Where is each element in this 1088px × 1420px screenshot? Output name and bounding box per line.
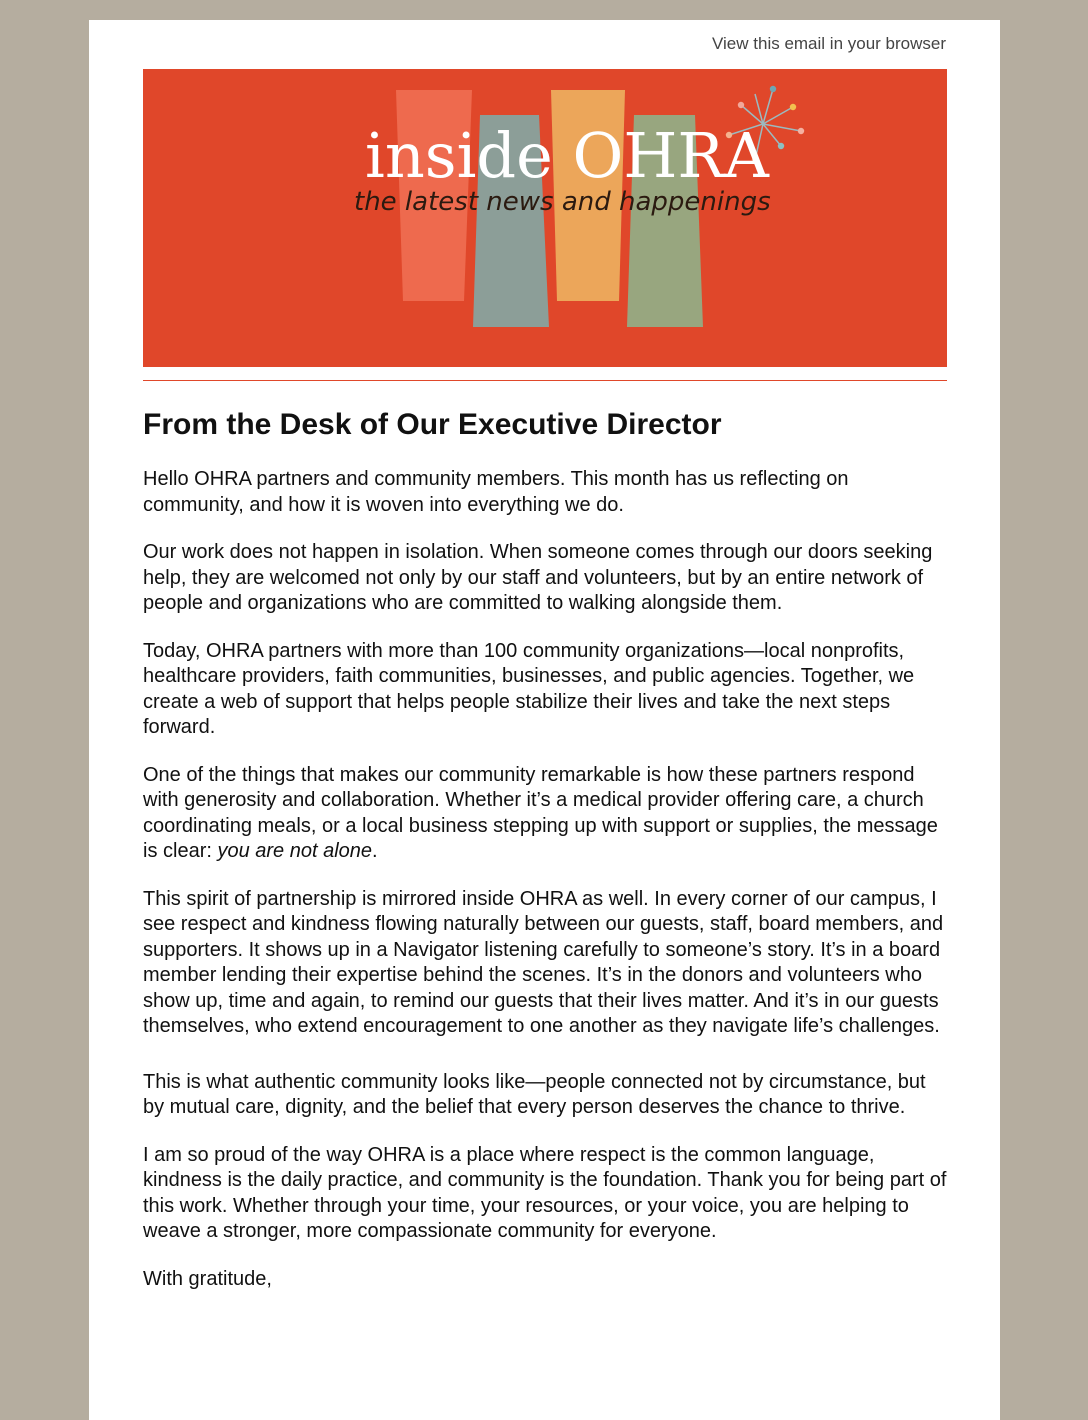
emphasis-text: you are not alone: [217, 840, 373, 862]
paragraph-text: One of the things that makes our community remarkable is how these partners respond with generosity and collaboration. Whether it’s a medical provider offering care, a church coordinating meals, or a local business stepping up with support or supplies, the message is clear:: [143, 763, 938, 862]
article: [143, 405, 948, 1314]
header-divider: [143, 380, 947, 381]
article-paragraph: This spirit of partnership is mirrored inside OHRA as well. In every corner of our campus, I see respect and kindness flowing naturally between our guests, staff, board members, and supporters. It shows up in a Navigator listening carefully to someone’s story. It’s in a board member lending their expertise behind the scenes. It’s in the donors and volunteers who show up, time and again, to remind our guests that their lives matter. And it’s in our guests themselves, who extend encouragement to one another as they navigate life’s challenges.: [143, 887, 944, 1037]
article-title: From the Desk of Our Executive Director: [143, 408, 722, 441]
banner-graphic: [143, 69, 947, 367]
banner-title: inside OHRA: [365, 119, 769, 192]
article-paragraph: I am so proud of the way OHRA is a place where respect is the common language, kindness is the daily practice, and community is the foundation. Thank you for being part of this work. Whether through your time, your resources, or your voice, you are helping to weave a stronger, more compassionate community for everyone.: [143, 1143, 947, 1242]
closing-line: With gratitude,: [143, 1267, 272, 1290]
view-in-browser-link[interactable]: View this email in your browser: [712, 34, 946, 53]
article-paragraph: [143, 763, 948, 865]
email-body: [89, 20, 1000, 1420]
article-paragraph: Today, OHRA partners with more than 100 community organizations—local nonprofits, healthcare providers, faith communities, businesses, and public agencies. Together, we create a web of support that helps people stabilize their lives and take the next steps forward.: [143, 639, 915, 738]
article-paragraph: Our work does not happen in isolation. When someone comes through our doors seeking help, they are welcomed not only by our staff and volunteers, but by an entire network of people and organizations who are committed to walking alongside them.: [143, 541, 933, 614]
banner-tagline: the latest news and happenings: [354, 187, 771, 217]
paragraph-end: .: [372, 840, 378, 862]
header-banner: [143, 69, 947, 367]
article-paragraph: This is what authentic community looks like—people connected not by circumstance, but by mutual care, dignity, and the belief that every person deserves the chance to thrive.: [143, 1070, 926, 1118]
article-paragraph: Hello OHRA partners and community members. This month has us reflecting on community, and how it is woven into everything we do.: [143, 468, 849, 516]
